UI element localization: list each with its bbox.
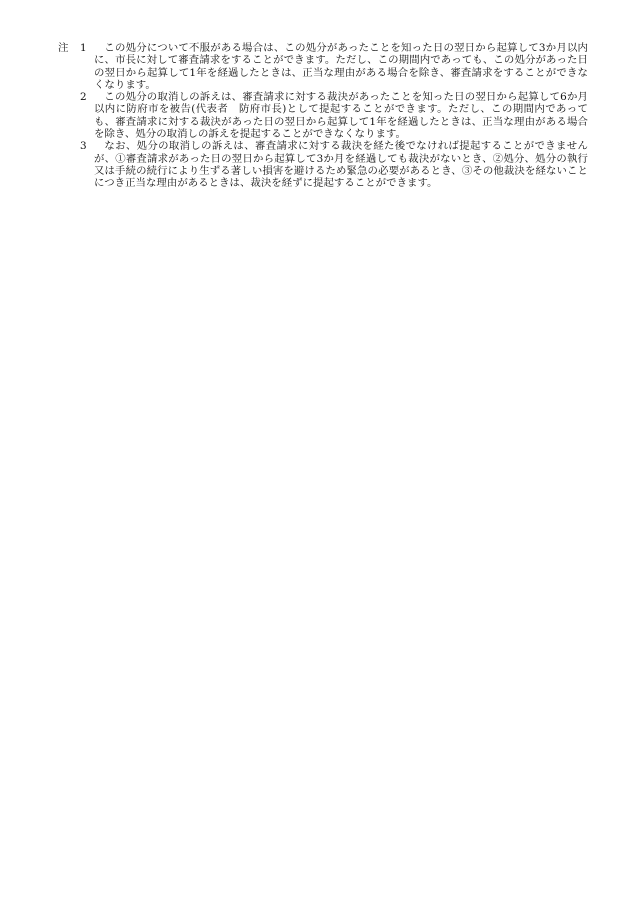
note-text: なお、処分の取消しの訴えは、審査請求に対する裁決を経た後でなければ提起することができませんが、①審査請求があった日の翌日から起算して3か月を経過しても裁決がないとき、②処分、処分の執行又は手続の続行により生ずる著しい損害を避けるため緊急の必要があるとき、③その他裁決を経ないことにつき正当な理由があるときは、裁決を経ずに提起することができます。 <box>94 140 588 190</box>
appeal-notice <box>58 42 588 190</box>
note-item-3 <box>58 140 588 189</box>
note-text: この処分の取消しの訴えは、審査請求に対する裁決があったことを知った日の翌日から起算して6か月以内に防府市を被告(代表者 防府市長)として提起することができます。ただし、この期間内であっても、審査請求に対する裁決があった日の翌日から起算して1年を経過したときは、正当な理由がある場合を除き、処分の取消しの訴えを提起することができなくなります。 <box>94 91 588 141</box>
note-prefix: 注 <box>58 42 69 54</box>
note-item-1 <box>58 42 588 91</box>
note-item-2 <box>58 91 588 140</box>
note-number: 2 <box>80 91 87 104</box>
note-number: 1 <box>80 42 87 54</box>
note-number: 3 <box>80 140 87 153</box>
note-text: この処分について不服がある場合は、この処分があったことを知った日の翌日から起算して3か月以内に、市長に対して審査請求をすることができます。ただし、この期間内であっても、この処分があった日の翌日から起算して1年を経過したときは、正当な理由がある場合を除き、審査請求をすることができなくなります。 <box>94 42 588 91</box>
